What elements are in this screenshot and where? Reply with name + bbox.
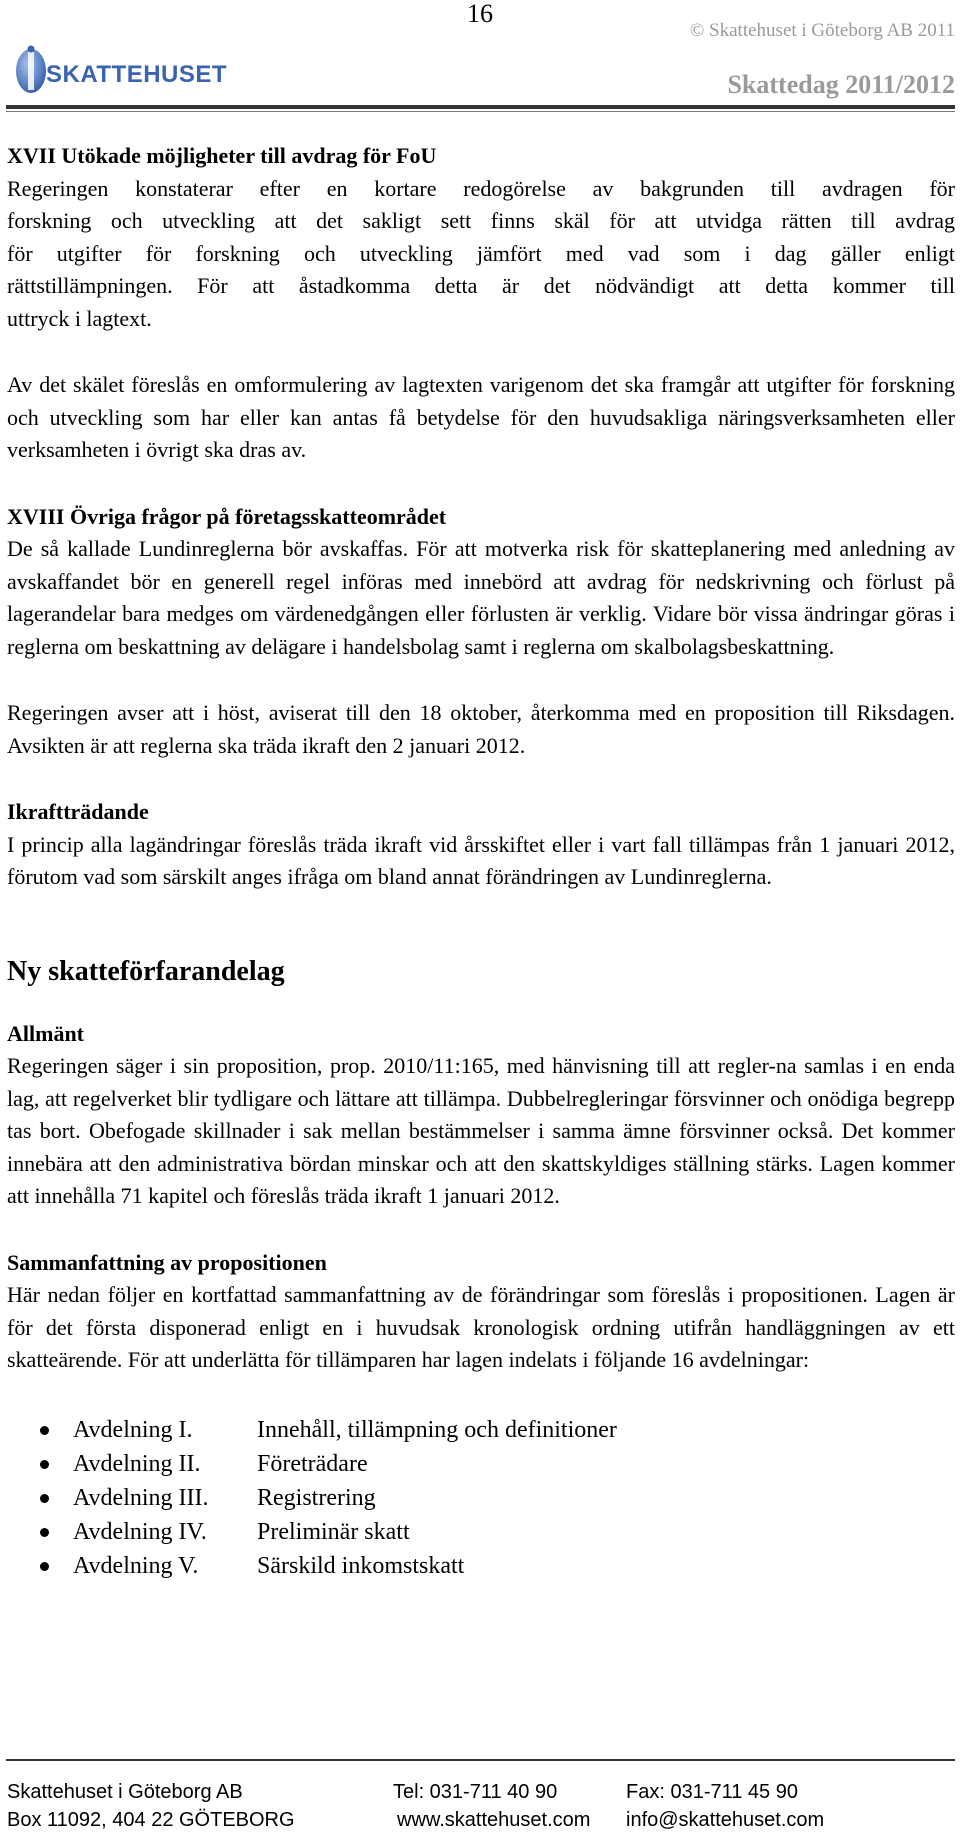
text-line: uttryck i lagtext. [7,305,152,331]
section-xviii-paragraph-2: Regeringen avser att i höst, aviserat till den 18 oktober, återkomma med en proposition till Riksdagen. Avsikten är att reglerna ska träda ikraft den 2 januari 2012. [7,700,955,758]
bullet-icon [40,1494,49,1503]
text-line: för utgifter för forskning och utveckling jämfört med vad som i dag gäller enligt [7,240,955,266]
section-xviii-paragraph-1: De så kallade Lundinreglerna bör avskaffas. För att motverka risk för skatteplanering med anledning av avskaffandet bör en generell regel införas med innebörd att avdrag för nedskrivning och förlust på lagerandelar bara medges om värdenedgången eller förlusten är verklig. Vidare bör vissa ändringar göras i reglerna om beskattning av delägare i handelsbolag samt i reglerna om skalbolagsbeskattning. [7,536,955,659]
list-item: Avdelning I. Innehåll, tillämpning och definitioner [42,1413,955,1447]
list-item: Avdelning II. Företrädare [42,1447,955,1481]
text-line: Regeringen konstaterar efter en kortare redogörelse av bakgrunden till avdragen för [7,175,955,201]
svg-text:SKATTEHUSET: SKATTEHUSET [46,61,228,88]
footer-fax: Fax: 031-711 45 90 [626,1781,798,1803]
allmant-heading: Allmänt [7,1020,84,1046]
bullet-icon [40,1426,49,1435]
bullet-icon [40,1562,49,1571]
allmant-paragraph: Regeringen säger i sin proposition, prop. 2010/11:165, med hänvisning till att regler-na samlas i en enda lag, att regelverket blir tydligare och lättare att tillämpa. Dubbelregleringar försvinner och onödiga begrepp tas bort. Obefogade skillnader i sak mellan bestämmelser i samma ämne försvinner också. Det kommer innebära att den administrativa bördan minskar och att den skattskyldiges ställning stärks. Lagen kommer att innehålla 71 kapitel och föreslås träda ikraft 1 januari 2012. [7,1053,955,1208]
page-content [7,140,955,1583]
footer-email: info@skattehuset.com [626,1809,825,1831]
section-xvii-paragraph-1 [7,173,955,336]
text-line: forskning och utveckling att det sakligt sett finns skäl för att utvidga rätten till avdrag [7,208,955,233]
list-item: Avdelning V. Särskild inkomstskatt [42,1549,955,1583]
bullet-icon [40,1460,49,1469]
header-rule [6,105,955,109]
sections-list [7,1413,955,1583]
footer-address: Box 11092, 404 22 GÖTEBORG [7,1809,295,1831]
footer-website: www.skattehuset.com [397,1809,591,1831]
section-xviii-heading: XVIII Övriga frågor på företagsskatteområdet [7,503,447,529]
skattehuset-logo [14,42,228,98]
header-rule-thin [6,111,955,112]
summary-heading: Sammanfattning av propositionen [7,1249,327,1275]
summary-paragraph: Här nedan följer en kortfattad sammanfattning av de förändringar som föreslås i propositionen. Lagen är för det första disponerad enligt en i huvudsak kronologisk ordning utifrån handläggningen av ett skatteärende. För att underlätta för tillämparen har lagen indelats i följande 16 avdelningar: [7,1282,955,1372]
page-number: 16 [467,0,493,28]
ikrafttradande-paragraph: I princip alla lagändringar föreslås träda ikraft vid årsskiftet eller i vart fall tillämpas från 1 januari 2012, förutom vad som särskilt anges ifråga om bland annat förändringen av Lundinreglerna. [7,831,955,889]
copyright-notice: © Skattehuset i Göteborg AB 2011 [689,20,955,41]
document-title: Skattedag 2011/2012 [727,70,955,99]
footer-company: Skattehuset i Göteborg AB [7,1781,243,1803]
section-xvii-paragraph-2: Av det skälet föreslås en omformulering av lagtexten varigenom det ska framgår att utgifter för forskning och utveckling som har eller kan antas få betydelse för den huvudsakliga näringsverksamheten eller verksamheten i övrigt ska dras av. [7,372,955,462]
footer-phone: Tel: 031-711 40 90 [393,1781,558,1803]
list-item: Avdelning III. Registrering [42,1481,955,1515]
footer-rule [6,1759,955,1761]
list-item: Avdelning IV. Preliminär skatt [42,1515,955,1549]
bullet-icon [40,1528,49,1537]
main-section-heading: Ny skatteförfarandelag [7,955,285,987]
text-line: rättstillämpningen. För att åstadkomma detta är det nödvändigt att detta kommer till [7,273,955,298]
section-xvii-heading: XVII Utökade möjligheter till avdrag för FoU [7,143,437,168]
ikrafttradande-heading: Ikraftträdande [7,799,149,824]
